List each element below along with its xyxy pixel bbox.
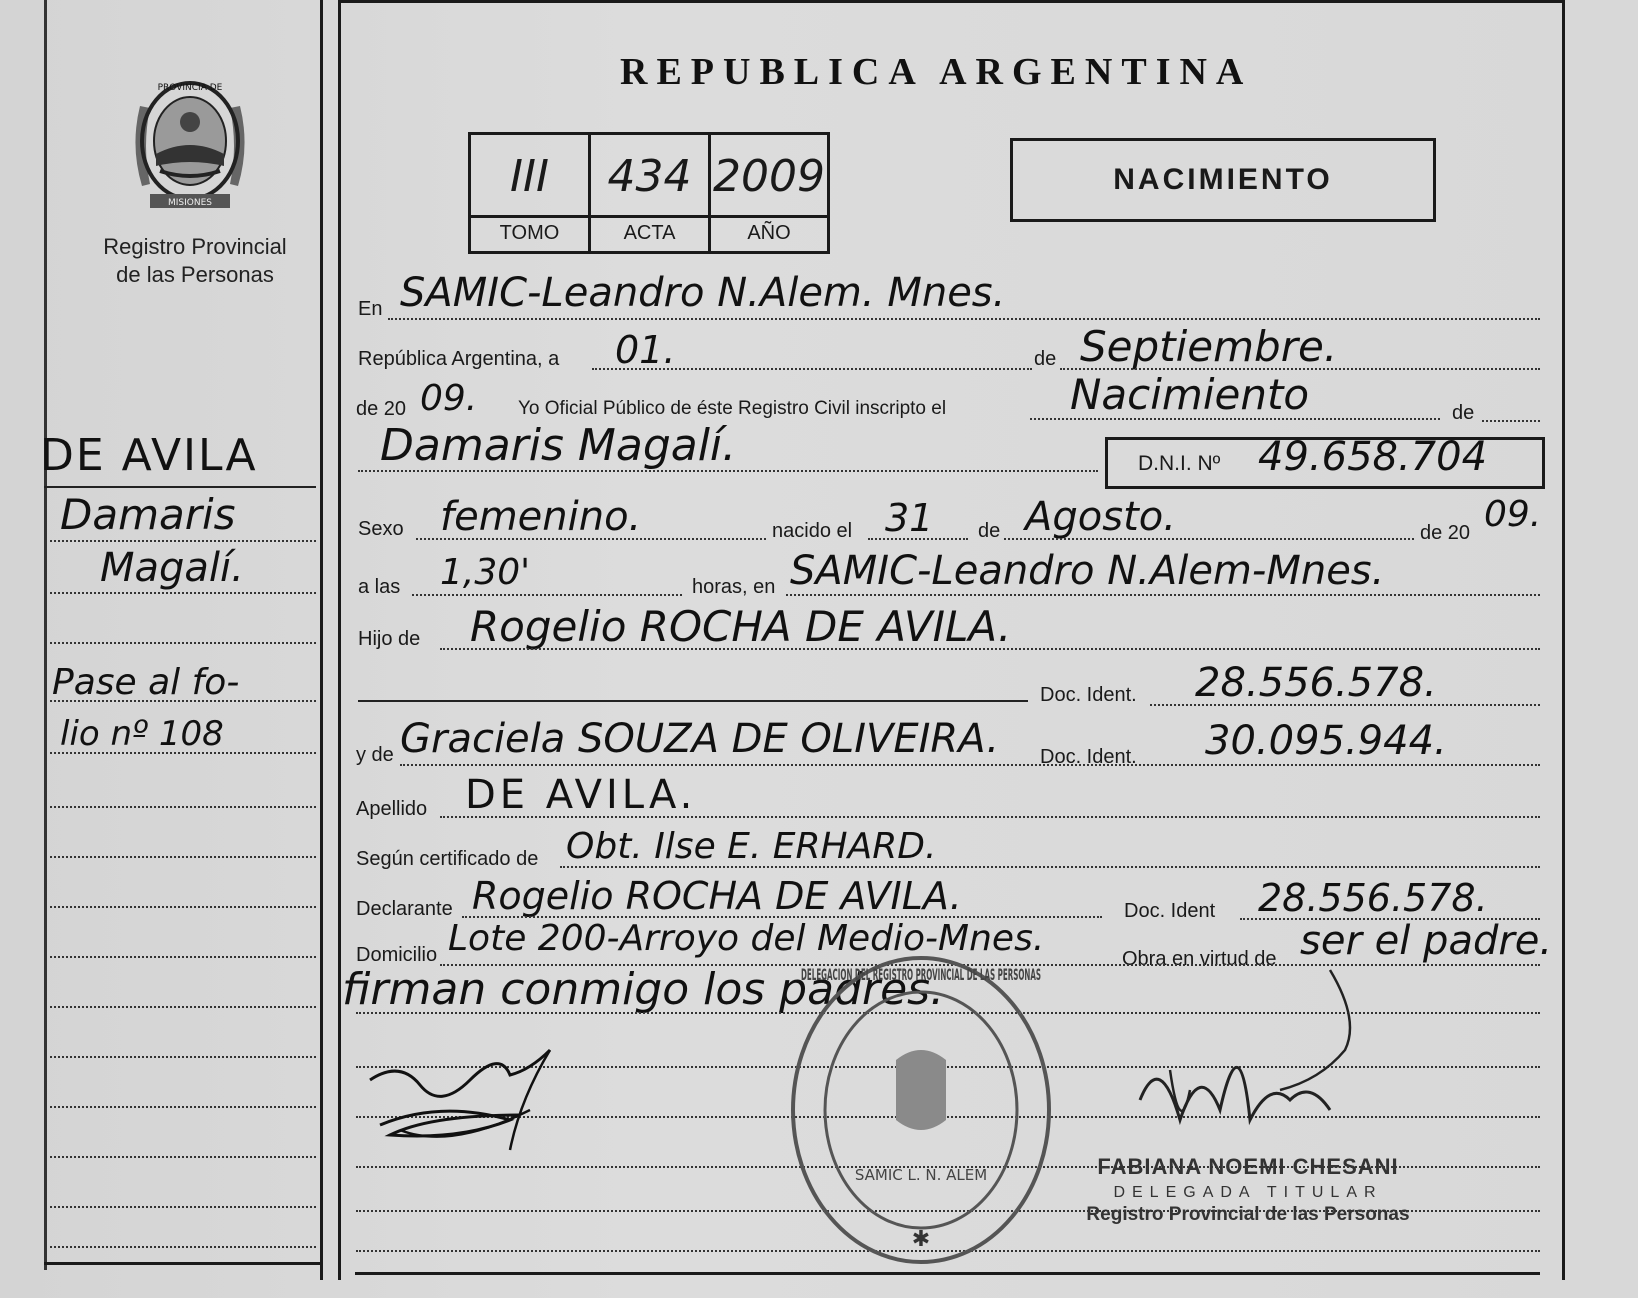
certificado-label: Según certificado de bbox=[356, 848, 539, 870]
obra-value: ser el padre. bbox=[1300, 918, 1553, 964]
column-divider-2 bbox=[338, 0, 341, 1280]
official-name: FABIANA NOEMI CHESANI bbox=[1097, 1154, 1399, 1179]
dni-box bbox=[1105, 434, 1545, 489]
margin-rule bbox=[50, 752, 316, 754]
provincial-emblem-icon bbox=[120, 66, 260, 216]
rule bbox=[400, 764, 1540, 766]
official-text: Yo Oficial Público de éste Registro Civil inscripto el bbox=[518, 398, 947, 419]
stamp-center-text: SAMIC L. N. ALEM bbox=[854, 1166, 988, 1184]
rule bbox=[416, 538, 766, 540]
margin-rule bbox=[50, 1246, 316, 1248]
birth-year: 09. bbox=[1484, 494, 1542, 535]
margin-surname: DE AVILA bbox=[40, 430, 258, 481]
caption-line1: Registro Provincial bbox=[103, 234, 287, 259]
mother-name: Graciela SOUZA DE OLIVEIRA. bbox=[400, 716, 1000, 762]
nacido-label: nacido el bbox=[772, 520, 853, 542]
doc-ident-label-2: Doc. Ident. bbox=[1040, 746, 1137, 768]
day-value: 01. bbox=[615, 328, 676, 372]
bottom-border bbox=[44, 1262, 321, 1265]
left-border bbox=[44, 0, 47, 1270]
obra-label: Obra en virtud de bbox=[1122, 948, 1277, 970]
doc-ident-label-3: Doc. Ident bbox=[1124, 900, 1216, 922]
margin-rule bbox=[50, 592, 316, 594]
rule bbox=[440, 816, 1540, 818]
birth-month: Agosto. bbox=[1025, 494, 1176, 540]
father-name: Rogelio ROCHA DE AVILA. bbox=[470, 602, 1012, 651]
mother-doc: 30.095.944. bbox=[1205, 718, 1447, 764]
rule bbox=[358, 700, 1028, 702]
right-border bbox=[1562, 0, 1565, 1280]
year-value: 09. bbox=[420, 378, 478, 419]
dni-label: D.N.I. Nº bbox=[1138, 452, 1221, 475]
margin-rule bbox=[50, 906, 316, 908]
top-border bbox=[338, 0, 1563, 3]
declarante-doc: 28.556.578. bbox=[1258, 876, 1488, 920]
father-doc: 28.556.578. bbox=[1195, 660, 1437, 706]
reference-table bbox=[468, 132, 830, 254]
apellido-label: Apellido bbox=[356, 798, 428, 820]
rule bbox=[1150, 704, 1540, 706]
official-office: Registro Provincial de las Personas bbox=[1086, 1204, 1410, 1225]
official-stamp-icon bbox=[786, 950, 1056, 1270]
ano-label: AÑO bbox=[747, 222, 791, 244]
margin-rule bbox=[50, 856, 316, 858]
rule bbox=[1482, 420, 1540, 422]
rule bbox=[592, 368, 1032, 370]
official-block bbox=[1068, 1154, 1428, 1226]
margin-rule bbox=[50, 956, 316, 958]
rule bbox=[388, 318, 1540, 320]
domicilio-value: Lote 200-Arroyo del Medio-Mnes. bbox=[448, 918, 1045, 959]
seal-text-top: PROVINCIA DE bbox=[157, 83, 223, 93]
caption-line2: de las Personas bbox=[116, 262, 274, 287]
margin-rule bbox=[44, 486, 316, 488]
rule bbox=[1030, 418, 1440, 420]
rule bbox=[440, 648, 1540, 650]
tomo-cell bbox=[471, 135, 591, 251]
horas-label: horas, en bbox=[692, 576, 776, 598]
registry-caption bbox=[70, 233, 320, 289]
stamp-ring-text: DELEGACION DEL REGISTRO PROVINCIAL DE LAS PERSONAS bbox=[801, 965, 1041, 984]
apellido-value: DE AVILA. bbox=[465, 772, 697, 818]
closing-note: firman conmigo los padres. bbox=[342, 964, 945, 1015]
doc-ident-label: Doc. Ident. bbox=[1040, 684, 1137, 706]
rule bbox=[412, 594, 682, 596]
tomo-label: TOMO bbox=[499, 222, 560, 244]
rule bbox=[786, 594, 1540, 596]
official-signature bbox=[1130, 960, 1390, 1160]
declarante-value: Rogelio ROCHA DE AVILA. bbox=[472, 874, 962, 918]
sexo-label: Sexo bbox=[358, 518, 404, 540]
tomo-value: III bbox=[471, 145, 588, 218]
record-type-box: NACIMIENTO bbox=[1010, 138, 1436, 222]
rule bbox=[1004, 538, 1414, 540]
dni-value: 49.658.704 bbox=[1258, 434, 1488, 480]
declarante-label: Declarante bbox=[356, 898, 453, 920]
bottom-border-right bbox=[355, 1272, 1540, 1275]
margin-rule bbox=[50, 642, 316, 644]
yde-label: y de bbox=[356, 744, 394, 766]
rule bbox=[560, 866, 1540, 868]
year-prefix-label-2: de 20 bbox=[1420, 522, 1471, 544]
child-name: Damaris Magalí. bbox=[380, 420, 737, 471]
en-label: En bbox=[358, 298, 383, 320]
declarant-signature bbox=[360, 1040, 600, 1160]
month-value: Septiembre. bbox=[1080, 322, 1338, 371]
official-role: DELEGADA TITULAR bbox=[1113, 1184, 1383, 1201]
margin-given-name-1: Damaris bbox=[60, 490, 236, 539]
acta-cell bbox=[591, 135, 711, 251]
hour-value: 1,30' bbox=[440, 552, 531, 593]
seal-text-bottom: MISIONES bbox=[167, 198, 213, 208]
rule bbox=[358, 470, 1098, 472]
margin-note-2: lio nº 108 bbox=[60, 714, 224, 754]
acta-value: 434 bbox=[591, 145, 708, 218]
margin-note-1: Pase al fo- bbox=[52, 662, 240, 703]
document-title: REPUBLICA ARGENTINA bbox=[620, 51, 1253, 93]
margin-rule bbox=[50, 540, 316, 542]
domicilio-label: Domicilio bbox=[356, 944, 438, 966]
place-value: SAMIC-Leandro N.Alem. Mnes. bbox=[400, 270, 1006, 316]
birth-place: SAMIC-Leandro N.Alem-Mnes. bbox=[790, 548, 1385, 594]
margin-rule bbox=[50, 1206, 316, 1208]
certificado-value: Obt. Ilse E. ERHARD. bbox=[566, 826, 937, 867]
margin-rule bbox=[50, 1006, 316, 1008]
margin-given-name-2: Magalí. bbox=[100, 545, 244, 591]
margin-rule bbox=[50, 806, 316, 808]
column-divider bbox=[320, 0, 323, 1280]
republica-label: República Argentina, a bbox=[358, 348, 560, 370]
acta-label: ACTA bbox=[623, 222, 676, 244]
margin-rule bbox=[50, 1056, 316, 1058]
margin-rule bbox=[50, 1106, 316, 1108]
de-label: de bbox=[1034, 348, 1057, 370]
year-prefix-label: de 20 bbox=[356, 398, 407, 420]
alas-label: a las bbox=[358, 576, 401, 598]
de-label-2: de bbox=[1452, 402, 1475, 424]
event-value: Nacimiento bbox=[1070, 370, 1310, 419]
birth-day: 31 bbox=[885, 496, 934, 540]
rule bbox=[868, 538, 968, 540]
margin-rule bbox=[50, 700, 316, 702]
margin-rule bbox=[50, 1156, 316, 1158]
de-label-3: de bbox=[978, 520, 1001, 542]
hijo-label: Hijo de bbox=[358, 628, 421, 650]
ano-cell bbox=[711, 135, 827, 251]
star-icon: ✱ bbox=[911, 1226, 931, 1251]
ano-value: 2009 bbox=[711, 145, 827, 218]
sexo-value: femenino. bbox=[440, 494, 642, 540]
